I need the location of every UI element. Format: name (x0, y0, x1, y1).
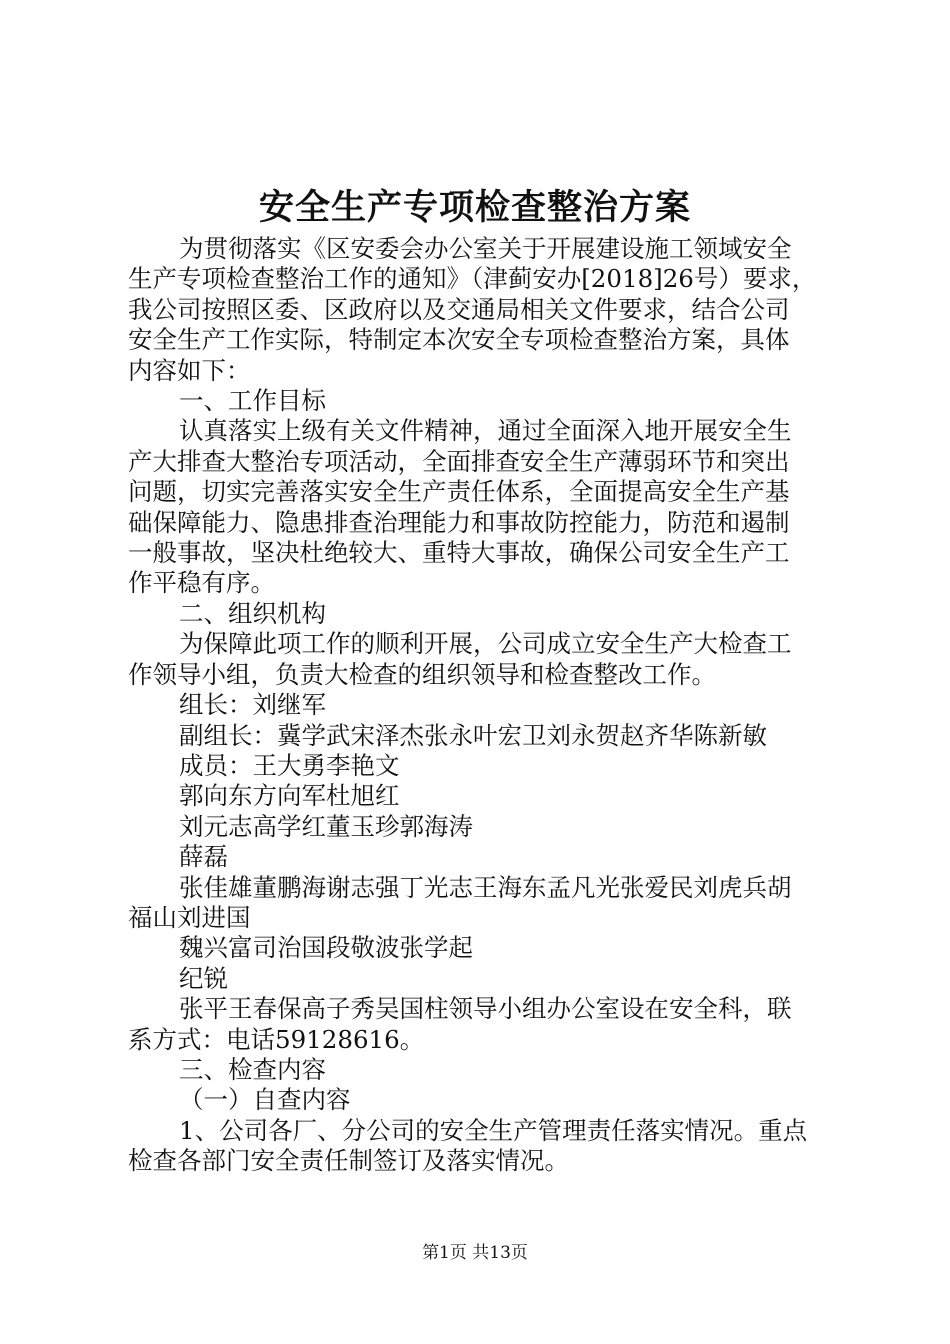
document-body (128, 234, 828, 1177)
text-line: 三、检查内容 (179, 1054, 326, 1084)
text-line: 认真落实上级有关文件精神，通过全面深入地开展安全生 (179, 416, 792, 446)
text-line: 二、组织机构 (179, 598, 326, 628)
text-line: 生产专项检查整治工作的通知》（津蓟安办[2018]26号）要求， (128, 264, 817, 294)
text-line: 福山刘进国 (128, 902, 251, 932)
text-line: 检查各部门安全责任制签订及落实情况。 (128, 1146, 569, 1176)
text-line: 魏兴富司治国段敬波张学起 (179, 933, 473, 963)
text-line: 纪锐 (179, 963, 228, 993)
text-line: 刘元志高学红董玉珍郭海涛 (179, 811, 473, 841)
text-line: 我公司按照区委、区政府以及交通局相关文件要求，结合公司 (128, 294, 790, 324)
document-title: 安全生产专项检查整治方案 (258, 188, 691, 228)
text-line: 一般事故，坚决杜绝较大、重特大事故，确保公司安全生产工 (128, 538, 790, 568)
page-footer: 第1页 共13页 (422, 1243, 528, 1263)
text-line: 成员：王大勇李艳文 (179, 750, 400, 780)
text-line: 一、工作目标 (179, 386, 326, 416)
text-line: 安全生产工作实际，特制定本次安全专项检查整治方案，具体 (128, 325, 790, 355)
text-line: 作领导小组，负责大检查的组织领导和检查整改工作。 (128, 659, 716, 689)
text-line: 产大排查大整治专项活动，全面排查安全生产薄弱环节和突出 (128, 446, 790, 476)
text-line: 副组长：冀学武宋泽杰张永叶宏卫刘永贺赵齐华陈新敏 (179, 720, 767, 750)
text-line: 薛磊 (179, 842, 228, 872)
text-line: 为贯彻落实《区安委会办公室关于开展建设施工领域安全 (179, 234, 792, 263)
text-line: 1、公司各厂、分公司的安全生产管理责任落实情况。重点 (179, 1115, 808, 1145)
text-line: 郭向东方向军杜旭红 (179, 781, 400, 811)
text-line: 张平王春保高子秀吴国柱领导小组办公室设在安全科，联 (179, 994, 792, 1024)
text-line: （一）自查内容 (179, 1085, 351, 1115)
text-line: 为保障此项工作的顺利开展，公司成立安全生产大检查工 (179, 629, 792, 659)
text-line: 张佳雄董鹏海谢志强丁光志王海东孟凡光张爱民刘虎兵胡 (179, 872, 792, 902)
text-line: 内容如下： (128, 355, 251, 385)
text-line: 组长：刘继军 (179, 690, 326, 720)
text-line: 础保障能力、隐患排查治理能力和事故防控能力，防范和遏制 (128, 507, 790, 537)
text-line: 作平稳有序。 (128, 568, 275, 598)
text-line: 问题，切实完善落实安全生产责任体系，全面提高安全生产基 (128, 477, 790, 507)
text-line: 系方式：电话59128616。 (128, 1024, 425, 1054)
